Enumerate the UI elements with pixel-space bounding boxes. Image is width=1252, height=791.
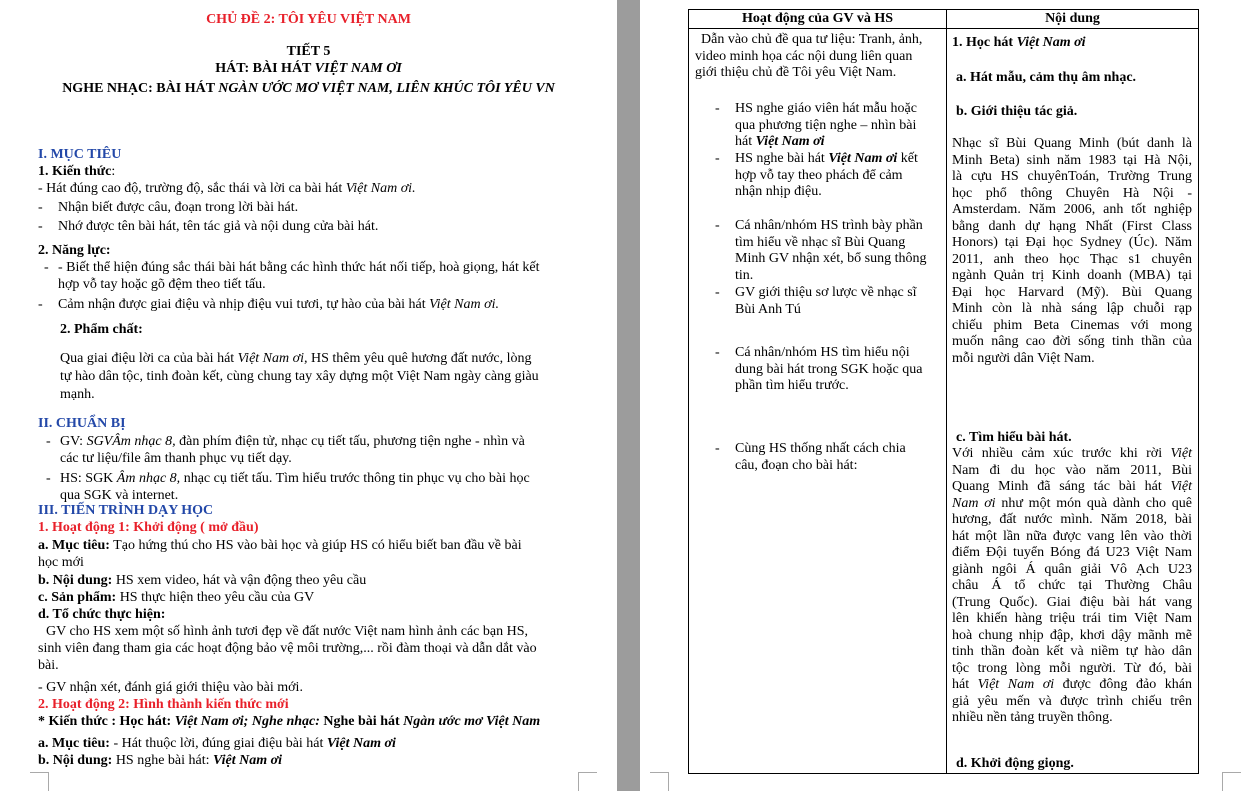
- prep-hs-prefix: HS: SGK: [60, 471, 117, 486]
- header-activities: Hoạt động của GV và HS: [689, 10, 947, 29]
- activity-4-line-1: GV giới thiệu sơ lược về nhạc sĩ: [735, 285, 917, 300]
- bio-line: muốn nâng cao đời sống tinh thần của: [952, 334, 1192, 349]
- header-content: Nội dung: [947, 10, 1199, 29]
- activity-2-heading: 2. Hoạt động 2: Hình thành kiến thức mới: [38, 697, 289, 712]
- activity-2-aim-label: a. Mục tiêu:: [38, 736, 110, 751]
- document-page-left: [0, 0, 617, 791]
- activity-bullet-3: -: [715, 218, 720, 233]
- activity-3-line-2: tìm hiểu về nhạc sĩ Bùi Quang: [735, 234, 906, 250]
- bio-line: là cựu HS chuyênToán, Trường Trung: [952, 169, 1192, 184]
- content-heading-d: d. Khởi động giọng.: [956, 756, 1074, 771]
- content-learn-song: Việt Nam ơi: [1016, 35, 1086, 50]
- activity-1-organization-line-3: bài.: [38, 658, 59, 673]
- activity-2-song: Việt Nam ơi: [828, 151, 898, 166]
- bio-line: Minh còn là nhà sáng lập chuỗi rạp: [952, 301, 1192, 316]
- song-line: tộc trong lòng mỗi người. Từ đó, bài: [952, 660, 1192, 676]
- content-learn-prefix: 1. Học hát: [952, 35, 1017, 50]
- song-line: điểm Đội tuyển Bóng đá U23 Việt Nam: [952, 545, 1192, 560]
- activity-1-product: [38, 589, 314, 606]
- quality-line-2: tự hào dân tộc, tinh đoàn kết, cùng chung tay xây dựng một Việt Nam ngày càng giàu: [60, 369, 539, 384]
- prep-gv-book: SGVÂm nhạc 8,: [86, 434, 176, 449]
- activity-6-line-2: câu, đoạn cho bài hát:: [735, 457, 858, 473]
- ability-bullet-2: -: [38, 297, 43, 312]
- activity-2-knowledge-label: * Kiến thức : Học hát:: [38, 714, 175, 729]
- crop-mark-bottom-left: [650, 772, 669, 791]
- ability-item-1-line-1: - Biết thể hiện đúng sắc thái bài hát bằng các hình thức hát nối tiếp, hoà giọng, hát kết: [58, 260, 540, 275]
- prep-gv-prefix: GV:: [60, 434, 87, 449]
- activity-2-content-song: Việt Nam ơi: [213, 753, 282, 768]
- activities-cell: [689, 29, 947, 774]
- section-objectives-heading: I. MỤC TIÊU: [38, 147, 122, 162]
- bio-line: bằng danh dự hạng Nhất (First Class: [952, 218, 1192, 234]
- quality-line-1-prefix: Qua giai điệu lời ca của bài hát: [60, 351, 238, 366]
- activity-bullet-6: -: [715, 441, 720, 456]
- bio-line: Nhạc sĩ Bùi Quang Minh (bút danh là: [952, 136, 1192, 151]
- activity-4-line-2: Bùi Anh Tú: [735, 301, 801, 317]
- ability-item-2-text: Cảm nhận được giai điệu và nhịp điệu vui tươi, tự hào của bài hát: [58, 297, 430, 312]
- activity-2-content: [38, 752, 282, 769]
- activity-bullet-2: -: [715, 151, 720, 166]
- song-line: giành ngôi Á quân giải Vô Ạch U23: [952, 561, 1192, 577]
- prep-gv-line-2: các tư liệu/file âm thanh phục vụ tiết dạy.: [60, 451, 292, 466]
- table-body-row: [689, 29, 1199, 774]
- activity-2-content-text: HS nghe bài hát:: [112, 753, 214, 768]
- ability-item-1-line-2: hợp vỗ tay hoặc gõ đệm theo tiết tấu.: [58, 277, 266, 292]
- activity-bullet-4: -: [715, 285, 720, 300]
- activity-1-content-label: b. Nội dung:: [38, 573, 113, 588]
- crop-mark-bottom-left: [30, 772, 49, 791]
- knowledge-bullet-3: -: [38, 219, 43, 234]
- activity-bullet-1: -: [715, 101, 720, 116]
- prep-bullet-hs: -: [46, 471, 51, 486]
- song-line: Nam ơi như một món quà dành cho quê: [952, 495, 1192, 511]
- prep-hs-line-2: qua SGK và internet.: [60, 488, 179, 503]
- activity-1-content: [38, 572, 366, 589]
- intro-line-2: video minh họa các nội dung liên quan: [695, 48, 913, 64]
- activity-1-content-text: HS xem video, hát và vận động theo yêu cầu: [112, 573, 367, 588]
- section-preparation-heading: II. CHUẨN BỊ: [38, 416, 126, 431]
- knowledge-bullet-2: -: [38, 200, 43, 215]
- content-heading-a: a. Hát mẫu, cảm thụ âm nhạc.: [956, 70, 1137, 85]
- crop-mark-bottom-right: [1222, 772, 1241, 791]
- activity-1-line-2: qua phương tiện nghe – nhìn bài: [735, 117, 917, 133]
- content-heading-b: b. Giới thiệu tác giả.: [956, 104, 1078, 119]
- activity-2-aim: [38, 735, 396, 752]
- content-learn-heading: [952, 35, 1086, 52]
- ability-bullet-1: -: [44, 260, 49, 275]
- activity-3-line-1: Cá nhân/nhóm HS trình bày phần: [735, 218, 923, 233]
- knowledge-heading: [38, 163, 115, 180]
- song-line: (Trung Quốc). Giai điệu bài hát vang: [952, 594, 1192, 610]
- song-line: nhiều nền tảng truyền thông.: [952, 710, 1113, 725]
- activity-2-line-3: nhận nhịp điệu.: [735, 184, 822, 199]
- bio-line: Minh Beta) sinh năm 1983 tại Hà Nội,: [952, 152, 1192, 168]
- content-heading-c: c. Tìm hiểu bài hát.: [956, 430, 1072, 445]
- bio-line: mỗi người dân Việt Nam.: [952, 350, 1095, 366]
- quality-line-1-song: Việt Nam ơi,: [237, 351, 308, 366]
- lesson-table: [688, 9, 1199, 774]
- activity-5-line-1: Cá nhân/nhóm HS tìm hiểu nội: [735, 345, 910, 360]
- activity-3-line-3: Minh GV nhận xét, bổ sung thông: [735, 251, 927, 266]
- activity-2-line-2: hợp vỗ tay theo phách để cảm: [735, 167, 903, 183]
- knowledge-item-1-text: - Hát đúng cao độ, trường độ, sắc thái và lời ca bài hát: [38, 181, 346, 196]
- activity-1-aim: [38, 537, 522, 554]
- song-line: tinh thần đoàn kết và niềm tự hào dân: [952, 644, 1192, 659]
- knowledge-heading-colon: :: [111, 164, 116, 179]
- quality-heading: 2. Phẩm chất:: [60, 322, 143, 337]
- knowledge-heading-text: 1. Kiến thức: [38, 164, 112, 179]
- prep-hs-line-1: [60, 470, 530, 487]
- activity-2-knowledge-listen: Nghe bài hát: [319, 714, 404, 729]
- prep-gv-rest: đàn phím điện tử, nhạc cụ tiết tấu, phương tiện nghe - nhìn và: [175, 434, 525, 449]
- song-line: hát Việt Nam ơi được đông đảo khán: [952, 677, 1192, 692]
- ability-item-2: [58, 296, 499, 313]
- activity-5-line-3: phần tìm hiểu trước.: [735, 378, 849, 393]
- content-cell: [947, 29, 1199, 774]
- activity-bullet-5: -: [715, 345, 720, 360]
- bio-line: ngành Quản trị Kinh doanh (MBA) tại: [952, 268, 1192, 283]
- song-line: hương, đất nước mình. Năm 2018, bài: [952, 512, 1192, 527]
- listening-title: NGÀN ƯỚC MƠ VIỆT NAM, LIÊN KHÚC TÔI YÊU VN: [218, 81, 555, 96]
- listening-heading: [0, 80, 617, 97]
- quality-line-1-rest: HS thêm yêu quê hương đất nước, lòng: [307, 351, 532, 366]
- activity-1-organization-heading: d. Tổ chức thực hiện:: [38, 607, 166, 622]
- quality-line-3: mạnh.: [60, 387, 95, 402]
- activity-1-product-text: HS thực hiện theo yêu cầu của GV: [116, 590, 315, 605]
- activity-2-knowledge: [38, 713, 540, 730]
- section-process-heading: III. TIẾN TRÌNH DẠY HỌC: [38, 503, 214, 518]
- activity-2-aim-text: - Hát thuộc lời, đúng giai điệu bài hát: [109, 736, 327, 751]
- activity-2-line-1: [735, 151, 918, 168]
- activity-1-line-3-prefix: hát: [735, 134, 756, 149]
- activity-2-content-label: b. Nội dung:: [38, 753, 113, 768]
- listening-prefix: NGHE NHẠC: BÀI HÁT: [62, 81, 219, 96]
- topic-title: CHỦ ĐỀ 2: TÔI YÊU VIỆT NAM: [206, 12, 411, 27]
- activity-1-aim-line-2: học mới: [38, 555, 84, 570]
- song-heading-prefix: HÁT: BÀI HÁT: [215, 61, 315, 76]
- activity-1-song: Việt Nam ơi: [755, 134, 825, 149]
- song-heading: [0, 60, 617, 77]
- knowledge-item-1-song: Việt Nam ơi.: [345, 181, 416, 196]
- song-line: lên khiến hàng triệu trái tim Việt Nam: [952, 611, 1192, 626]
- bio-line: Đại học Harvard (Mỹ). Bùi Quang: [952, 284, 1192, 300]
- song-line: hoà chung nhịp đập, khơi dậy mãnh mẽ: [952, 627, 1192, 643]
- activity-6-line-1: Cùng HS thống nhất cách chia: [735, 441, 906, 456]
- bio-line: chiếu phim Beta Cinemas với mong: [952, 317, 1192, 333]
- activity-2-rest: kết: [897, 151, 918, 166]
- bio-line: Amsterdam. Năm 2006, anh tốt nghiệp: [952, 202, 1192, 217]
- song-line: Quang Minh đã sáng tác bài hát Việt: [952, 479, 1192, 494]
- knowledge-item-1: [38, 180, 416, 197]
- crop-mark-bottom-right: [578, 772, 597, 791]
- bio-line: 2011, anh theo học Thạc s1 chuyên: [952, 251, 1192, 267]
- lesson-number: TIẾT 5: [286, 44, 331, 59]
- quality-line-1: [60, 350, 532, 367]
- activity-2-prefix: HS nghe bài hát: [735, 151, 829, 166]
- activity-2-aim-song: Việt Nam ơi: [326, 736, 396, 751]
- song-line: Với nhiều cảm xúc trước khi rời Việt: [952, 446, 1192, 461]
- song-line: hát một lần nữa được vang lên vào thời: [952, 528, 1192, 544]
- song-line: Nam đi du học vào năm 2011, Bùi: [952, 462, 1192, 478]
- activity-2-knowledge-song: Việt Nam ơi; Nghe nhạc:: [174, 714, 320, 729]
- activity-1-aim-label: a. Mục tiêu:: [38, 538, 110, 553]
- activity-1-aim-text: Tạo hứng thú cho HS vào bài học và giúp HS có hiểu biết ban đầu về bài: [109, 538, 522, 553]
- intro-line-1: Dẫn vào chủ đề qua tư liệu: Tranh, ảnh,: [701, 32, 923, 47]
- song-heading-title: VIỆT NAM ƠI: [314, 61, 402, 76]
- activity-1-evaluation: - GV nhận xét, đánh giá giới thiệu vào bài mới.: [38, 680, 303, 695]
- knowledge-item-3: Nhớ được tên bài hát, tên tác giả và nội dung cửa bài hát.: [58, 219, 379, 234]
- bio-line: học phổ thông Chuyên Hà Nội -: [952, 185, 1192, 201]
- prep-gv-line-1: [60, 433, 525, 450]
- activity-1-heading: 1. Hoạt động 1: Khởi động ( mở đầu): [38, 520, 259, 535]
- activity-5-line-2: dung bài hát trong SGK hoặc qua: [735, 361, 923, 377]
- prep-bullet-gv: -: [46, 434, 51, 449]
- knowledge-item-2: Nhận biết được câu, đoạn trong lời bài hát.: [58, 200, 299, 215]
- ability-heading: 2. Năng lực:: [38, 243, 111, 258]
- prep-hs-rest: nhạc cụ tiết tấu. Tìm hiểu trước thông tin phục vụ cho bài học: [180, 471, 530, 486]
- activity-3-line-4: tin.: [735, 267, 754, 283]
- table-header-row: [689, 10, 1199, 29]
- bio-line: Honors) tại Đại học Sydney (Úc). Năm: [952, 235, 1192, 250]
- intro-line-3: giới thiệu chủ đề Tôi yêu Việt Nam.: [695, 65, 897, 80]
- activity-1-product-label: c. Sản phẩm:: [38, 590, 117, 605]
- activity-1-organization-line-2: sinh viên đang tham gia các hoạt động bảo vệ môi trường,... rồi đàm thoại và dẫn dắt vào: [38, 641, 537, 656]
- activity-2-knowledge-listen-title: Ngàn ước mơ Việt Nam: [403, 714, 541, 729]
- activity-1-organization-line-1: GV cho HS xem một số hình ảnh tươi đẹp về đất nước Việt nam hình ảnh các bạn HS,: [46, 624, 528, 639]
- prep-hs-book: Âm nhạc 8,: [116, 471, 181, 486]
- song-line: giả yêu mến và được trình chiếu trên: [952, 693, 1192, 709]
- ability-item-2-song: Việt Nam ơi.: [429, 297, 499, 312]
- document-page-right: [640, 0, 1252, 791]
- song-line: châu Á tổ chức tại Thường Châu: [952, 578, 1192, 593]
- activity-1-line-1: HS nghe giáo viên hát mẫu hoặc: [735, 101, 917, 116]
- activity-1-line-3: [735, 134, 825, 151]
